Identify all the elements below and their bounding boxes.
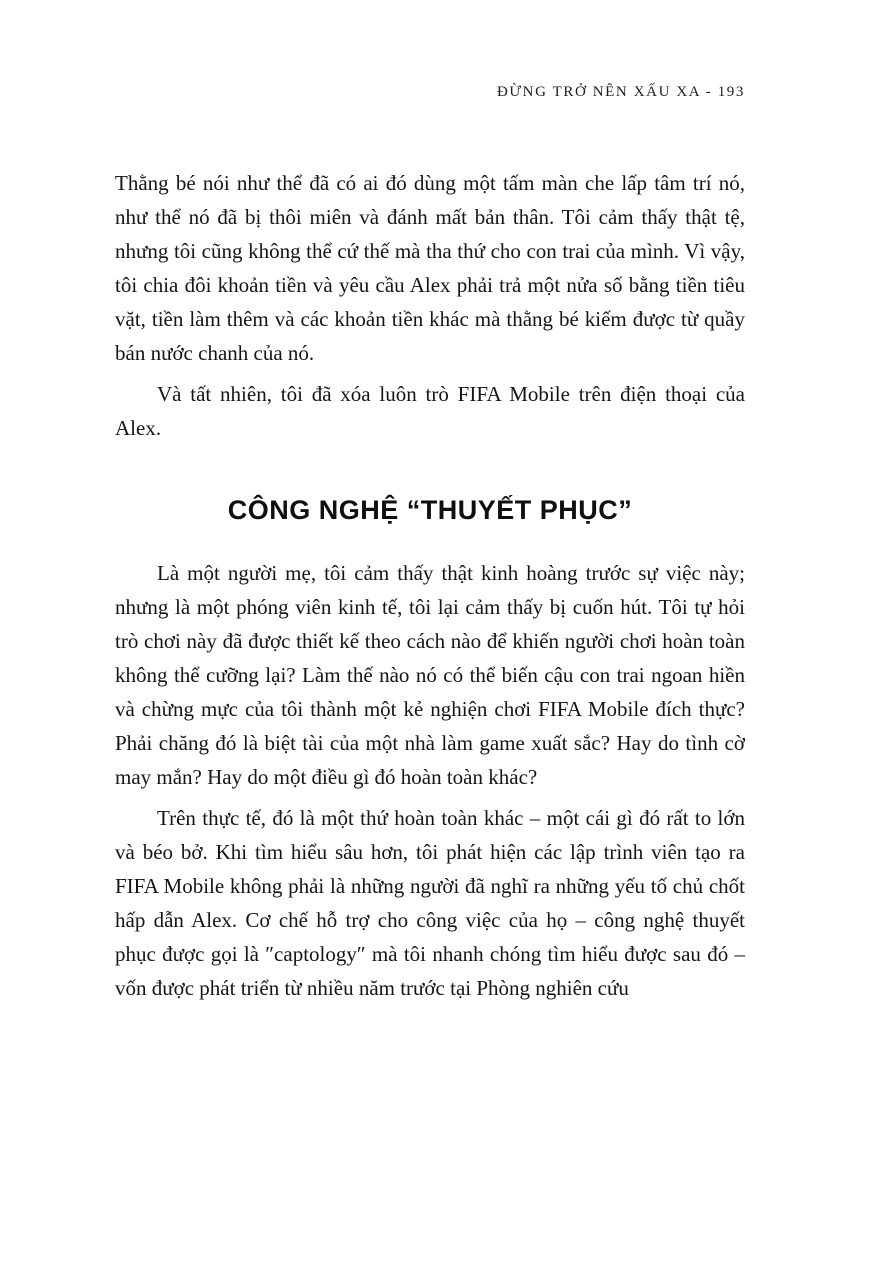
running-header <box>115 84 745 101</box>
running-header-text: ĐỪNG TRỞ NÊN XẤU XA - 193 <box>496 84 745 100</box>
page-content <box>115 166 745 1012</box>
paragraph: Trên thực tế, đó là một thứ hoàn toàn khác – một cái gì đó rất to lớn và béo bở. Khi tìm hiểu sâu hơn, tôi phát hiện các lập trình viên tạo ra FIFA Mobile không phải là những người đã nghĩ ra những yếu tố chủ chốt hấp dẫn Alex. Cơ chế hỗ trợ cho công việc của họ – công nghệ thuyết phục được gọi là ″captology″ mà tôi nhanh chóng tìm hiểu được sau đó – vốn được phát triển từ nhiều năm trước tại Phòng nghiên cứu <box>115 806 745 1000</box>
section-heading: CÔNG NGHỆ “THUYẾT PHỤC” <box>227 495 633 525</box>
paragraph: Và tất nhiên, tôi đã xóa luôn trò FIFA Mobile trên điện thoại của Alex. <box>115 382 745 440</box>
paragraph: Là một người mẹ, tôi cảm thấy thật kinh hoàng trước sự việc này; nhưng là một phóng viên kinh tế, tôi lại cảm thấy bị cuốn hút. Tôi tự hỏi trò chơi này đã được thiết kế theo cách nào để khiến người chơi hoàn toàn không thể cưỡng lại? Làm thế nào nó có thể biến cậu con trai ngoan hiền và chừng mực của tôi thành một kẻ nghiện chơi FIFA Mobile đích thực? Phải chăng đó là biệt tài của một nhà làm game xuất sắc? Hay do tình cờ may mắn? Hay do một điều gì đó hoàn toàn khác? <box>115 561 745 789</box>
paragraph: Thằng bé nói như thể đã có ai đó dùng một tấm màn che lấp tâm trí nó, như thể nó đã bị thôi miên và đánh mất bản thân. Tôi cảm thấy thật tệ, nhưng tôi cũng không thể cứ thế mà tha thứ cho con trai của mình. Vì vậy, tôi chia đôi khoản tiền và yêu cầu Alex phải trả một nửa số bằng tiền tiêu vặt, tiền làm thêm và các khoản tiền khác mà thằng bé kiếm được từ quầy bán nước chanh của nó. <box>115 171 745 365</box>
